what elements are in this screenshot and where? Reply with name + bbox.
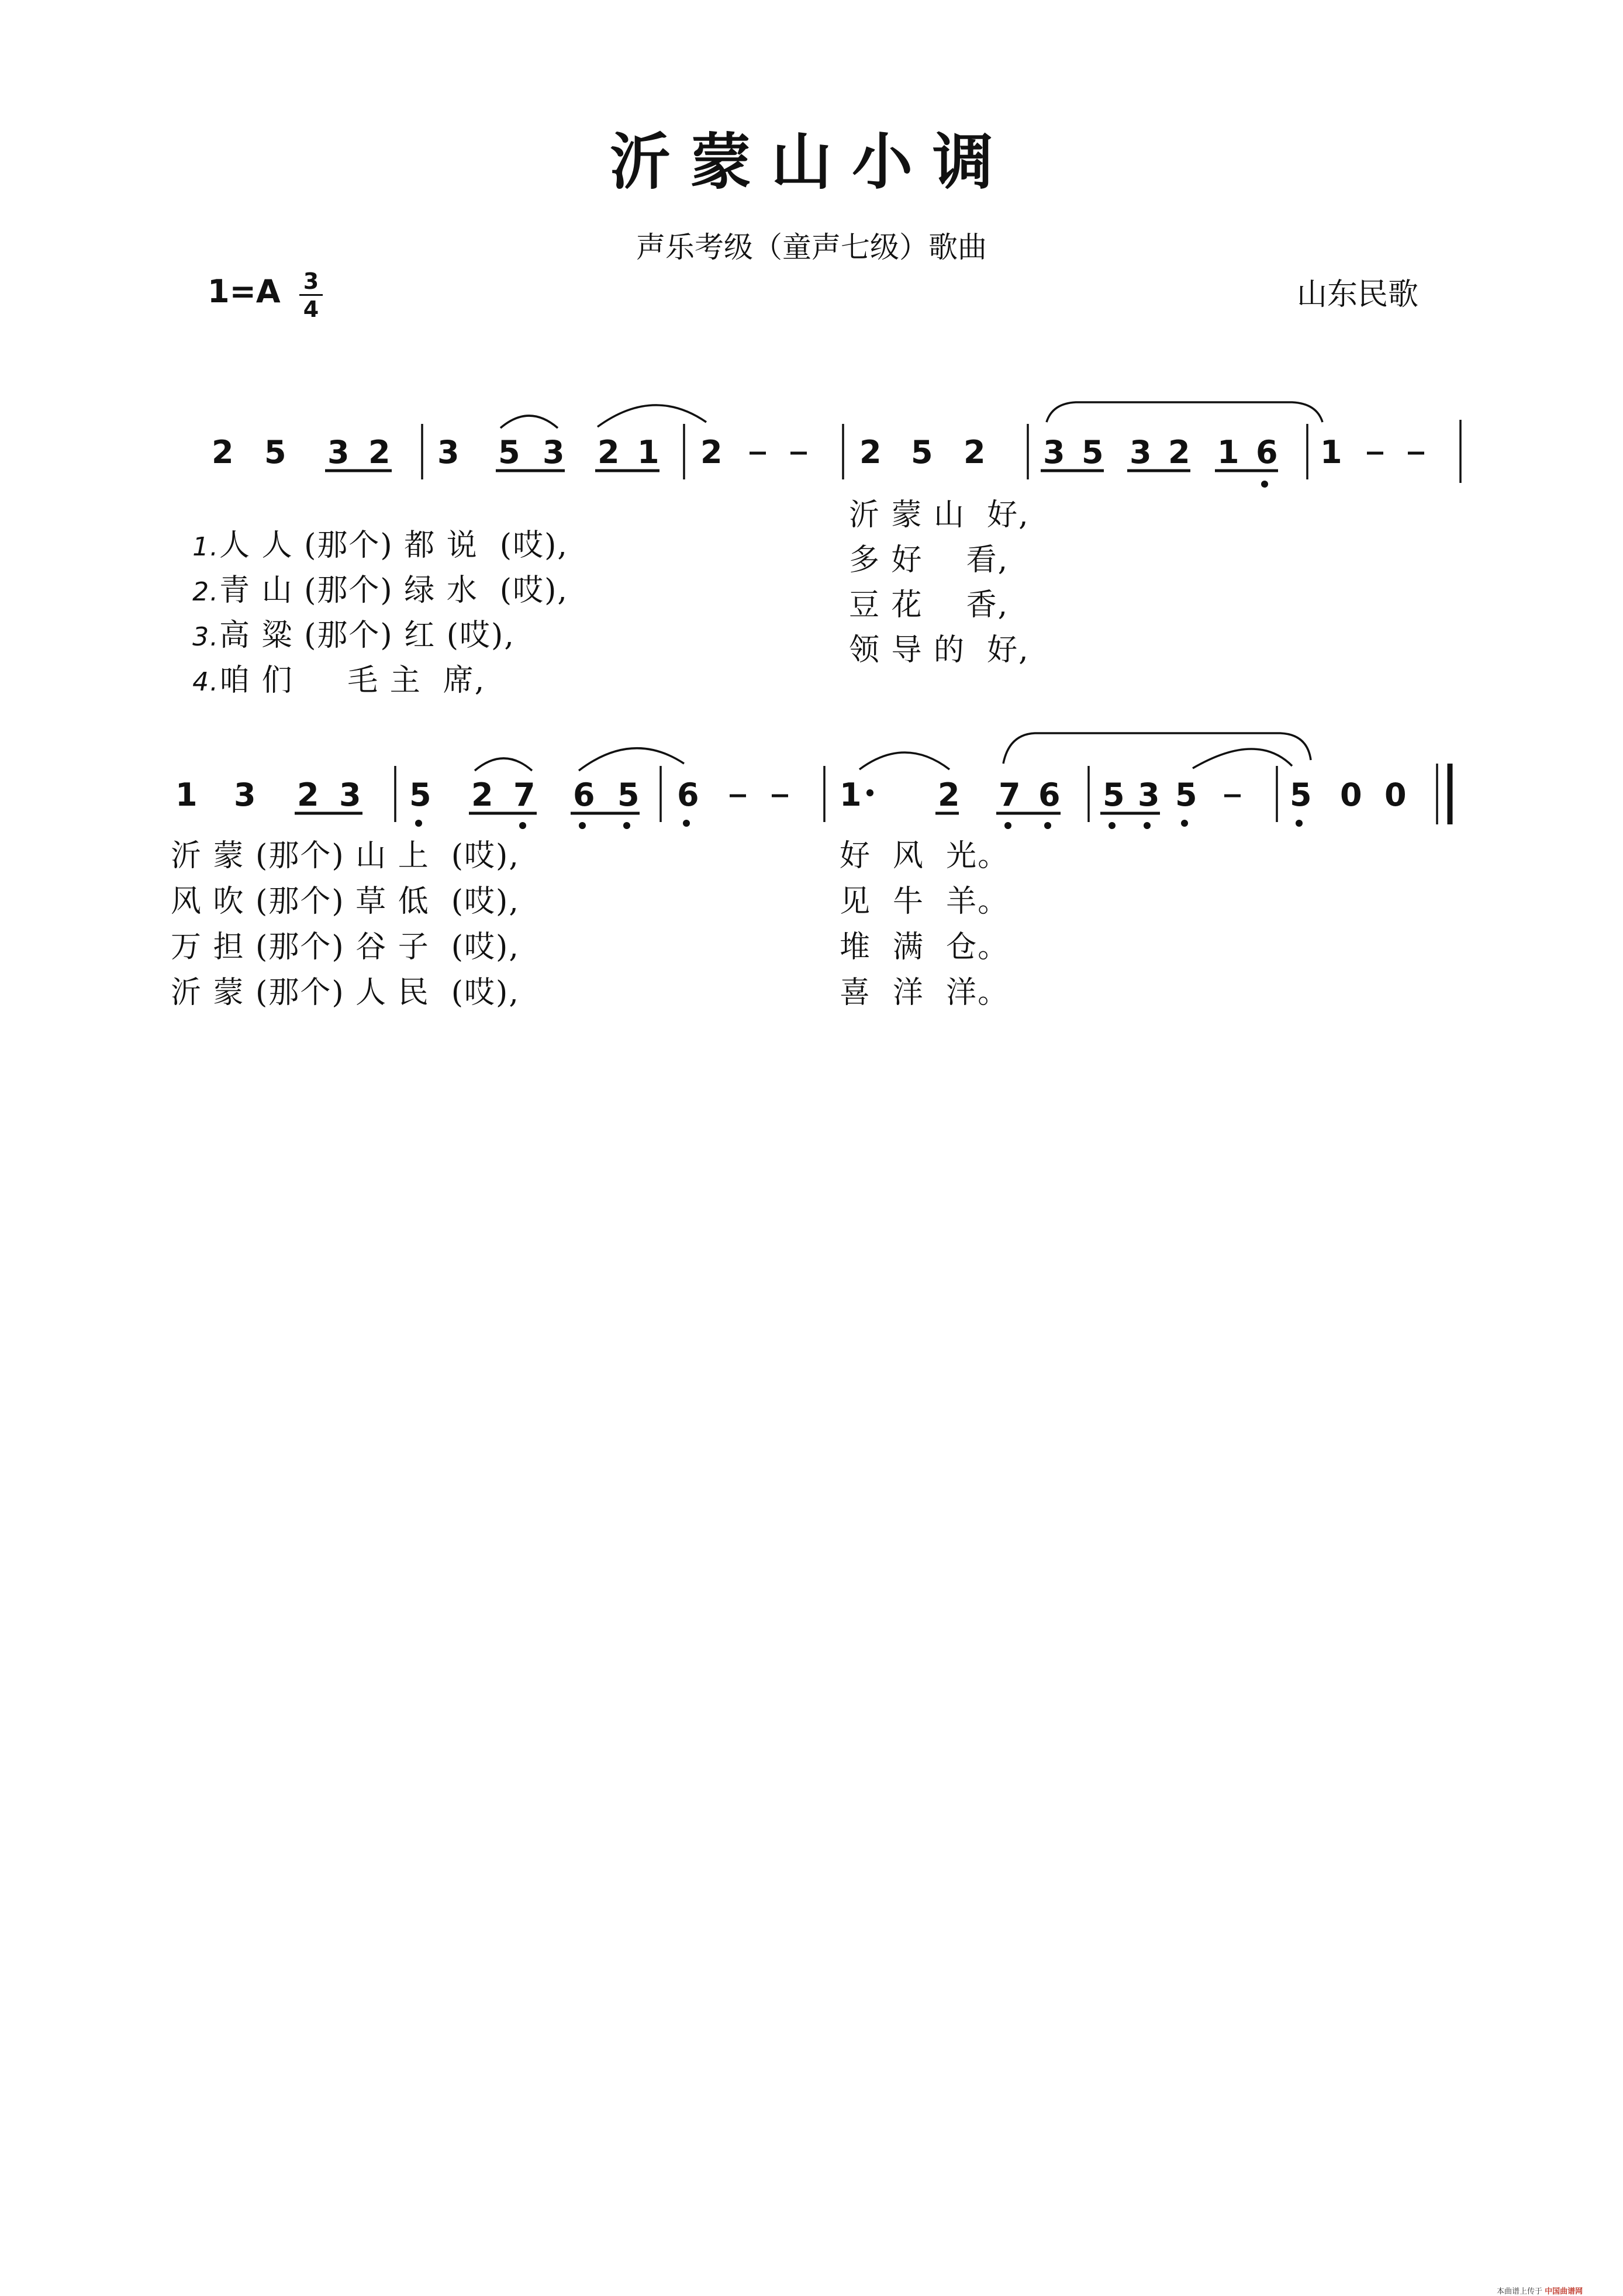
slur <box>1193 749 1292 768</box>
slur <box>500 416 558 428</box>
lyric2-verse-1a: 沂 蒙 (那个) 山 上 (哎), <box>171 838 520 873</box>
note: 6 <box>677 776 699 813</box>
note: 5 <box>1175 776 1197 813</box>
upload-credit <box>1497 2285 1583 2296</box>
lyric-verse-2a: 2.青 山 (那个) 绿 水 (哎), <box>192 573 568 608</box>
lyric-verse-1a: 1.人 人 (那个) 都 说 (哎), <box>192 528 568 563</box>
note: 2 <box>859 434 882 471</box>
note: 5 <box>498 434 520 471</box>
note: 3 <box>1043 434 1065 471</box>
song-title: 沂蒙山小调 <box>609 126 1013 198</box>
slur <box>475 758 532 771</box>
slur <box>579 748 684 771</box>
note: 5 <box>409 776 431 813</box>
note: 0 <box>1340 776 1362 813</box>
note: 2 <box>368 434 391 471</box>
note: 0 <box>1384 776 1407 813</box>
note: 2 <box>212 434 234 471</box>
low-octave-dot <box>1261 481 1268 488</box>
low-octave-dot <box>1181 820 1188 827</box>
lyric-verse-2b: 多 好 看, <box>849 543 1009 578</box>
dotted-note-dot <box>866 789 873 796</box>
score-line-1 <box>212 402 1460 488</box>
lyric2-verse-3a: 万 担 (那个) 谷 子 (哎), <box>171 930 520 965</box>
note: 2 <box>700 434 723 471</box>
low-octave-dot <box>1004 822 1011 829</box>
note: 6 <box>573 776 595 813</box>
slur <box>1003 733 1311 764</box>
note: 3 <box>1138 776 1160 813</box>
note: 5 <box>264 434 286 471</box>
note: 5 <box>1082 434 1104 471</box>
note: 5 <box>1290 776 1312 813</box>
note: 3 <box>1130 434 1152 471</box>
low-octave-dot <box>1109 822 1116 829</box>
note: 1 <box>637 434 659 471</box>
lyric2-verse-2b: 见 牛 羊。 <box>840 884 1010 919</box>
note: 2 <box>964 434 986 471</box>
note: 7 <box>999 776 1021 813</box>
note: 3 <box>437 434 460 471</box>
note: 1 <box>1217 434 1239 471</box>
lyric-verse-4a: 4.咱 们 毛 主 席, <box>192 663 486 698</box>
lyric2-verse-4a: 沂 蒙 (那个) 人 民 (哎), <box>171 975 520 1010</box>
lyric2-verse-2a: 风 吹 (那个) 草 低 (哎), <box>171 884 520 919</box>
site-logo-text: 中国曲谱网 <box>1545 2287 1583 2296</box>
lyric-verse-3a: 3.高 粱 (那个) 红 (哎), <box>192 618 515 653</box>
note: 3 <box>339 776 361 813</box>
note: 3 <box>543 434 565 471</box>
low-octave-dot <box>519 822 526 829</box>
note: 1 <box>175 776 198 813</box>
note: 6 <box>1256 434 1278 471</box>
note: 6 <box>1038 776 1061 813</box>
low-octave-dot <box>1296 820 1303 827</box>
lyric-verse-4b: 领 导 的 好, <box>849 633 1030 668</box>
song-subtitle: 声乐考级（童声七级）歌曲 <box>636 230 987 264</box>
low-octave-dot <box>683 820 690 827</box>
lyric-verse-1b: 沂 蒙 山 好, <box>849 498 1030 533</box>
lyric2-verse-3b: 堆 满 仓。 <box>840 930 1010 965</box>
score-line-2 <box>175 733 1450 829</box>
lyric2-verse-4b: 喜 洋 洋。 <box>840 975 1010 1010</box>
upload-credit-text: 本曲谱上传于 <box>1497 2287 1543 2296</box>
note: 7 <box>513 776 536 813</box>
low-octave-dot <box>415 820 422 827</box>
low-octave-dot <box>1044 822 1051 829</box>
note: 2 <box>471 776 493 813</box>
note: 5 <box>617 776 640 813</box>
note: 1 <box>1320 434 1342 471</box>
note: 2 <box>598 434 620 471</box>
note: 5 <box>1103 776 1125 813</box>
slur <box>859 752 949 769</box>
note: 2 <box>297 776 319 813</box>
low-octave-dot <box>623 822 630 829</box>
composer-credit: 山东民歌 <box>1297 277 1419 312</box>
low-octave-dot <box>579 822 586 829</box>
key-signature: 1=A <box>208 273 281 310</box>
note: 1 <box>840 776 862 813</box>
note: 2 <box>938 776 960 813</box>
slur <box>1047 402 1322 422</box>
time-signature-bottom: 4 <box>303 296 319 322</box>
note: 3 <box>327 434 350 471</box>
low-octave-dot <box>1144 822 1151 829</box>
note: 5 <box>911 434 933 471</box>
time-signature-top: 3 <box>303 268 319 294</box>
lyric-verse-3b: 豆 花 香, <box>849 588 1009 623</box>
note: 2 <box>1168 434 1190 471</box>
note: 3 <box>234 776 256 813</box>
slur <box>598 405 706 427</box>
lyric2-verse-1b: 好 风 光。 <box>840 838 1010 873</box>
